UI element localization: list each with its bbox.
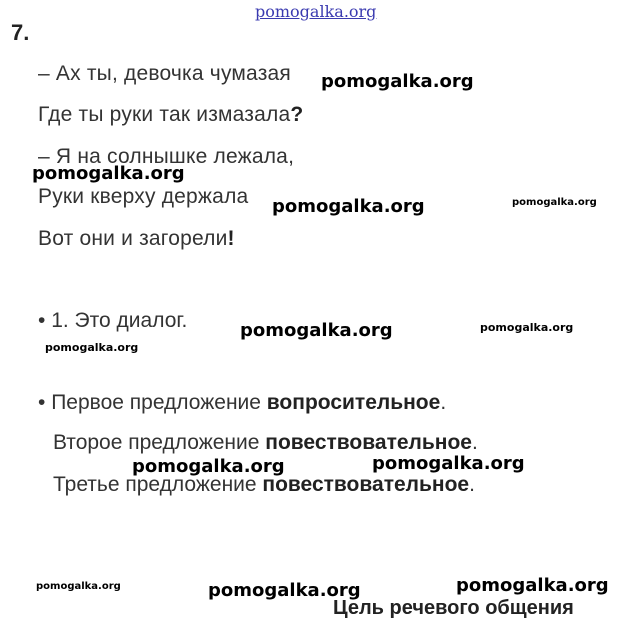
watermark: pomogalka.org <box>512 197 597 208</box>
poem-line-1: – Ах ты, девочка чумазая <box>38 62 291 85</box>
answer-line-2-bold: вопросительное <box>266 391 441 414</box>
exercise-number: 7. <box>11 20 30 45</box>
answer-line-1-text: 1. Это диалог. <box>51 309 188 332</box>
watermark: pomogalka.org <box>240 320 393 341</box>
poem-line-4: Руки кверху держала <box>38 185 249 208</box>
answer-line-2-suffix: . <box>440 391 447 414</box>
watermark: pomogalka.org <box>208 580 361 601</box>
answer-line-4-bold: повествовательное <box>262 473 470 496</box>
answer-line-3-prefix: Второе предложение <box>53 431 266 454</box>
answer-line-3-bold: повествовательное <box>265 431 472 454</box>
watermark: pomogalka.org <box>132 456 285 477</box>
top-watermark: pomogalka.org <box>255 2 377 21</box>
answer-line-2 <box>38 391 446 415</box>
answer-line-4-prefix: Третье предложение <box>53 473 263 496</box>
answer-line-3 <box>53 431 478 455</box>
watermark: pomogalka.org <box>480 321 574 334</box>
answer-line-1 <box>38 309 187 333</box>
watermark: pomogalka.org <box>32 163 185 184</box>
poem-line-5 <box>38 227 235 251</box>
answer-line-2-prefix: Первое предложение <box>51 391 267 414</box>
poem-line-3: – Я на солнышке лежала, <box>38 145 295 168</box>
exclamation-mark: ! <box>227 227 235 250</box>
watermark: pomogalka.org <box>272 196 425 217</box>
bullet-2: • <box>38 391 46 414</box>
poem-line-5-text: Вот они и загорели <box>38 227 228 250</box>
watermark: pomogalka.org <box>321 71 474 92</box>
poem-line-2 <box>38 103 303 127</box>
answer-line-4-suffix: . <box>469 473 475 496</box>
watermark: pomogalka.org <box>372 453 525 474</box>
question-mark: ? <box>290 103 304 126</box>
answer-line-3-suffix: . <box>471 431 478 454</box>
watermark: pomogalka.org <box>45 341 139 354</box>
section-title: Цель речевого общения <box>333 597 574 619</box>
watermark: pomogalka.org <box>456 575 609 596</box>
watermark: pomogalka.org <box>36 581 121 592</box>
poem-line-2-text: Где ты руки так измазала <box>38 103 291 126</box>
bullet-1: • <box>38 309 46 332</box>
